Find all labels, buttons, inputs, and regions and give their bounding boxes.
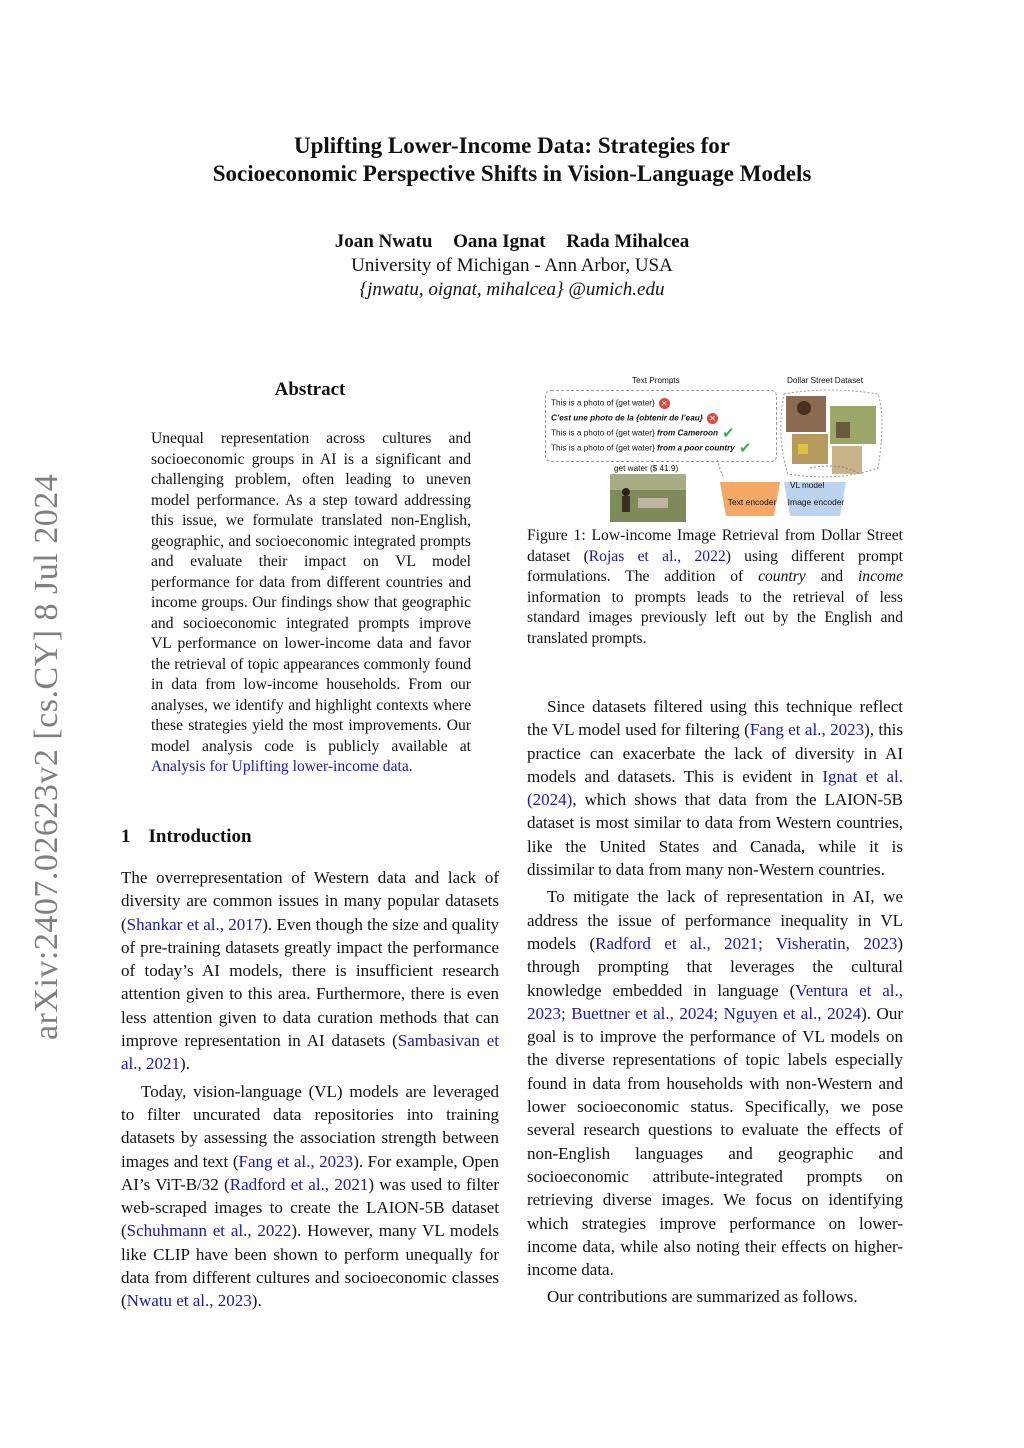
abstract-heading: Abstract [274,379,346,400]
text-run: ). Even though the size and quality of pre-training datasets greatly impact the performance of today’s AI models, there is insufficient research attention given to this area. Furthermore, there is even less attention given to data curation methods that can improve representation in AI datasets ( [121,914,499,1051]
text-run: ) through prompting that leverages the cultural knowledge embedded in language ( [527,933,903,1000]
text-run: The overrepresentation of Western data and lack of diversity are common issues in many popular datasets ( [121,868,499,934]
text-run: ), this practice can exacerbate the lack of diversity in AI models and datasets. This is evident in [527,720,903,786]
photo-detail [797,401,811,415]
left-column-text [121,866,499,1313]
paragraph [121,1080,499,1313]
section-title: Introduction [148,826,252,847]
author-2: Oana Ignat [453,231,546,252]
text-run: ) was used to filter web-scraped images to create the LAION-5B dataset ( [121,1174,499,1241]
prompt-text: C’est une photo de la {obtenir de l’eau} [551,413,703,423]
citation-link[interactable]: Rojas et al., 2022 [588,547,726,565]
text-run: information to prompts leads to the retrieval of less standard images previously left out by the English and translated prompts. [527,588,903,647]
photo-well [638,498,668,508]
text-run: To mitigate the lack of representation in AI, we address the issue of performance inequality in VL models ( [527,887,903,953]
photo-detail [836,422,850,438]
text-run: ) using different prompt formulations. The addition of [527,547,903,585]
citation-link[interactable]: Shankar et al., 2017 [126,914,263,934]
paragraph [121,866,499,1076]
text-run: and [805,568,858,585]
citation-link[interactable]: Schuhmann et al., 2022 [126,1221,292,1241]
check-icon: ✔ [722,425,735,442]
photo-person-head [622,488,630,496]
prompt-3 [551,425,735,442]
arxiv-stamp: arXiv:2407.02623v2 [cs.CY] 8 Jul 2024 [28,473,65,1040]
title-line-1: Uplifting Lower-Income Data: Strategies for [293,133,731,158]
emphasis: income [857,568,903,585]
prompt-text: This is a photo of {get water} [551,443,658,453]
text-run: Today, vision-language (VL) models are leveraged to filter uncurated data repositories into training datasets by assessing the association strength between images and text ( [121,1081,499,1171]
citation-link[interactable]: Ventura et al., 2023; Buettner et al., 2024; Nguyen et al., 2024 [527,980,903,1023]
abstract-body [151,429,471,778]
text-run: Since datasets filtered using this technique reflect the VL model used for filtering ( [527,697,903,740]
text-encoder-label: Text encoder [727,497,777,507]
right-column-text [527,695,903,1309]
author-3: Rada Mihalcea [566,231,690,252]
citation-link[interactable]: Radford et al., 2021 [229,1174,369,1194]
citation-link[interactable]: Ignat et al. (2024) [527,766,904,810]
title-line-2: Socioeconomic Perspective Shifts in Vision-Language Models [212,161,812,186]
prompt-4 [551,440,752,457]
author-names [100,230,924,254]
connector-line [810,466,860,474]
abstract-text: Unequal representation across cultures and socioeconomic groups in AI is a significant and challenging problem, often leading to uneven model performance. As a step toward addressing this issue, we formulate translated non-English, geographic, and socioeconomic integrated prompts and evaluate their impact on VL model performance for data from different countries and income groups. Our findings show that geographic and socioeconomic integrated prompts improve VL performance on lower-income data and favor the retrieval of topic appearances commonly found in data from low-income households. From our analyses, we identify and highlight contexts where these strategies yield the most improvements. Our model analysis code is publicly available at [151,430,471,755]
figure-1 [540,374,890,524]
text-run: Figure 1: Low-income Image Retrieval from Dollar Street dataset ( [527,527,903,565]
citation-link[interactable]: Radford et al., 2021; Visheratin, 2023 [595,933,898,953]
paragraph [527,695,903,881]
vl-model-diagram [690,460,890,524]
text-prompts-label: Text Prompts [632,376,680,385]
citation-link[interactable]: Fang et al., 2023 [749,720,865,740]
wrong-icon: ✕ [659,398,670,409]
emphasis: country [758,568,806,585]
image-encoder-label: Image encoder [787,497,845,507]
paragraph [527,885,903,1281]
photo-person-body [622,496,630,512]
dataset-label: Dollar Street Dataset [787,376,863,385]
paragraph: Our contributions are summarized as follows. [547,1287,858,1307]
photo-detail [798,444,808,454]
retrieved-image [610,474,686,522]
text-run: , which shows that data from the LAION-5B dataset is most similar to data from Western countries, like the United States and Canada, while it is dissimilar to data from many non-Western countries. [527,790,903,880]
paper-title [100,132,924,188]
section-heading-introduction [121,826,252,848]
text-run: ). [251,1291,262,1311]
connector-line [716,460,724,478]
citation-link[interactable]: Sambasivan et al., 2021 [121,1031,500,1074]
text-run: ). For example, Open AI’s ViT-B/32 ( [121,1151,500,1194]
retrieved-image-label: get water ($ 41.9) [614,464,679,473]
text-run: ). [180,1054,190,1074]
affiliation: University of Michigan - Ann Arbor, USA [351,255,673,276]
text-run: ). However, many VL models like CLIP have been shown to perform unequally for data from different cultures and socioeconomic classes ( [121,1221,499,1311]
prompt-text: This is a photo of {get water} [551,398,655,408]
text-run: ). Our goal is to improve the performance of VL models on the diverse representations of topic labels especially found in data from households with non-Western and lower socioeconomic status. Specifically, we pose several research questions to evaluate the effects of non-English languages and geographic and socioeconomic attribute-integrated prompts on retrieving diverse images. We focus on identifying which strategies improve performance on lower-income data, while also noting their effects on higher-income data. [527,1003,903,1280]
email: {jnwatu, oignat, mihalcea} @umich.edu [359,279,665,300]
wrong-icon: ✕ [707,413,718,424]
prompt-emphasis: from a poor country [657,443,735,453]
prompt-text: This is a photo of {get water} [551,428,658,438]
code-link[interactable]: Analysis for Uplifting lower-income data. [151,758,413,775]
author-block [100,230,924,302]
prompt-2 [551,413,718,424]
vl-model-label: VL model [790,481,825,490]
author-1: Joan Nwatu [334,231,433,252]
photo-sky [610,474,686,490]
prompt-1 [551,398,670,409]
prompt-emphasis: from Cameroon [657,428,719,438]
prompt-box [545,390,777,462]
section-number: 1 [121,826,131,847]
figure-caption [527,526,903,649]
check-icon: ✔ [738,440,752,457]
citation-link[interactable]: Fang et al., 2023 [238,1151,354,1171]
citation-link[interactable]: Nwatu et al., 2023 [126,1291,252,1311]
